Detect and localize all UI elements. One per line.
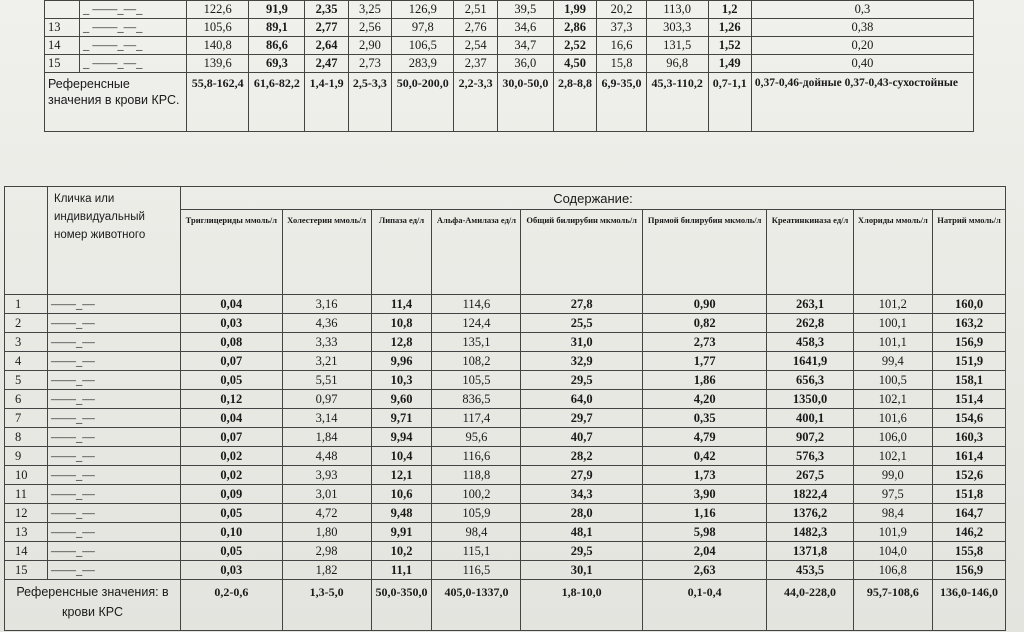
table-cell: 114,6 [432, 295, 521, 314]
table-cell: 139,6 [187, 55, 249, 73]
table-cell: 105,6 [187, 19, 249, 37]
animal-id: ——_— [48, 371, 181, 390]
table-cell: 0,12 [181, 390, 283, 409]
table-cell: 1,52 [708, 37, 751, 55]
table-cell: 1,84 [282, 428, 371, 447]
table-cell: 9,48 [371, 504, 432, 523]
table-cell: 32,9 [521, 352, 642, 371]
table-row [5, 333, 1006, 352]
table-cell: 267,5 [767, 466, 853, 485]
column-header: Триглицериды ммоль/л [181, 210, 283, 295]
table-cell: 25,5 [521, 314, 642, 333]
table-row [5, 447, 1006, 466]
row-number: 13 [5, 523, 48, 542]
table-cell: 0,35 [642, 409, 767, 428]
table-cell: 0,97 [282, 390, 371, 409]
table-cell: 4,48 [282, 447, 371, 466]
table-cell: 0,05 [181, 371, 283, 390]
table-cell: 3,16 [282, 295, 371, 314]
table-cell: 96,8 [646, 55, 708, 73]
row-number: 3 [5, 333, 48, 352]
table-cell: 131,5 [646, 37, 708, 55]
column-header: Альфа-Амилаза ед/л [432, 210, 521, 295]
animal-id: ——_— [48, 295, 181, 314]
row-number: 9 [5, 447, 48, 466]
row-number: 13 [45, 19, 80, 37]
table-cell: 152,6 [933, 466, 1006, 485]
animal-id: ——_— [48, 314, 181, 333]
table-cell: 135,1 [432, 333, 521, 352]
table-cell: 160,0 [933, 295, 1006, 314]
table-row [5, 504, 1006, 523]
table-cell: 10,8 [371, 314, 432, 333]
table-cell: 34,3 [521, 485, 642, 504]
table-cell: 0,3 [751, 1, 973, 19]
animal-id: ——_— [48, 352, 181, 371]
table-row [45, 55, 974, 73]
table-cell: 0,40 [751, 55, 973, 73]
reference-value: 405,0-1337,0 [432, 580, 521, 631]
table-row [5, 295, 1006, 314]
table-cell: 34,7 [497, 37, 553, 55]
table-cell: 400,1 [767, 409, 853, 428]
table-cell: 106,0 [853, 428, 932, 447]
table-cell: 0,05 [181, 542, 283, 561]
table-cell: 34,6 [497, 19, 553, 37]
table-cell: 0,03 [181, 561, 283, 580]
table-cell: 10,2 [371, 542, 432, 561]
table-cell: 4,20 [642, 390, 767, 409]
table-cell: 2,73 [642, 333, 767, 352]
row-number: 5 [5, 371, 48, 390]
animal-id: ——_— [48, 485, 181, 504]
content-group-header: Содержание: [181, 187, 1006, 210]
table-cell: 101,1 [853, 333, 932, 352]
row-number: 6 [5, 390, 48, 409]
table-cell: 28,0 [521, 504, 642, 523]
table-cell: 458,3 [767, 333, 853, 352]
table-cell: 151,9 [933, 352, 1006, 371]
table-cell: 36,0 [497, 55, 553, 73]
table-cell: 0,09 [181, 485, 283, 504]
animal-id: ——_— [48, 428, 181, 447]
row-number: 10 [5, 466, 48, 485]
table-cell: 113,0 [646, 1, 708, 19]
table-cell: 1376,2 [767, 504, 853, 523]
column-header: Натрий ммоль/л [933, 210, 1006, 295]
table-cell: 160,3 [933, 428, 1006, 447]
table-cell: 1,26 [708, 19, 751, 37]
table-cell: 156,9 [933, 333, 1006, 352]
table-cell: 4,72 [282, 504, 371, 523]
table-cell: 116,6 [432, 447, 521, 466]
table-cell: 0,04 [181, 295, 283, 314]
table-cell: 101,9 [853, 523, 932, 542]
column-header: Липаза ед/л [371, 210, 432, 295]
table-cell: 1,77 [642, 352, 767, 371]
reference-label: Референсные значения в крови КРС. [45, 73, 187, 132]
table-cell: 97,8 [392, 19, 454, 37]
table-cell: 9,60 [371, 390, 432, 409]
table-cell: 118,8 [432, 466, 521, 485]
table-cell: 0,20 [751, 37, 973, 55]
table-cell: 15,8 [597, 55, 647, 73]
table-cell: 158,1 [933, 371, 1006, 390]
table-cell: 9,71 [371, 409, 432, 428]
table-cell: 0,02 [181, 466, 283, 485]
table-cell: 97,5 [853, 485, 932, 504]
table-cell: 2,52 [553, 37, 596, 55]
table-cell: 100,1 [853, 314, 932, 333]
table-cell: 163,2 [933, 314, 1006, 333]
table-cell: 1641,9 [767, 352, 853, 371]
table-cell: 3,21 [282, 352, 371, 371]
lower-results-table [4, 186, 1006, 631]
table-cell: 105,9 [432, 504, 521, 523]
table-cell: 1,99 [553, 1, 596, 19]
animal-id: ——_— [48, 523, 181, 542]
reference-value: 50,0-200,0 [392, 73, 454, 132]
animal-id: ——_— [48, 561, 181, 580]
table-cell: 101,2 [853, 295, 932, 314]
table-cell: 102,1 [853, 390, 932, 409]
table-cell: 2,86 [553, 19, 596, 37]
table-cell: 106,8 [853, 561, 932, 580]
table-cell: 16,6 [597, 37, 647, 55]
reference-row [5, 580, 1006, 631]
animal-id: _ ——_—_ [80, 37, 187, 55]
reference-value: 50,0-350,0 [371, 580, 432, 631]
table-cell: 9,96 [371, 352, 432, 371]
reference-value: 1,3-5,0 [282, 580, 371, 631]
animal-id: _ ——_—_ [80, 19, 187, 37]
table-row [5, 371, 1006, 390]
animal-id: ——_— [48, 447, 181, 466]
table-cell: 98,4 [432, 523, 521, 542]
table-row [5, 390, 1006, 409]
table-row [5, 542, 1006, 561]
table-cell: 117,4 [432, 409, 521, 428]
table-cell: 3,33 [282, 333, 371, 352]
animal-id: _ ——_—_ [80, 55, 187, 73]
table-cell: 1,2 [708, 1, 751, 19]
table-cell: 263,1 [767, 295, 853, 314]
table-cell: 1,86 [642, 371, 767, 390]
column-header: Прямой билирубин мкмоль/л [642, 210, 767, 295]
column-header: Хлориды ммоль/л [853, 210, 932, 295]
table-cell: 4,79 [642, 428, 767, 447]
table-cell: 48,1 [521, 523, 642, 542]
table-cell: 2,54 [454, 37, 497, 55]
table-cell: 0,02 [181, 447, 283, 466]
nickname-header: Кличка или индивидуальный номер животного [48, 187, 181, 295]
table-cell: 104,0 [853, 542, 932, 561]
row-number: 7 [5, 409, 48, 428]
table-row [5, 409, 1006, 428]
reference-value: 136,0-146,0 [933, 580, 1006, 631]
table-cell: 2,37 [454, 55, 497, 73]
table-cell: 2,04 [642, 542, 767, 561]
table-cell: 11,4 [371, 295, 432, 314]
table-cell: 3,01 [282, 485, 371, 504]
table-cell: 115,1 [432, 542, 521, 561]
row-number: 8 [5, 428, 48, 447]
table-cell: 98,4 [853, 504, 932, 523]
table-cell: 10,4 [371, 447, 432, 466]
table-cell: 2,77 [305, 19, 348, 37]
index-header [5, 187, 48, 295]
table-cell: 0,03 [181, 314, 283, 333]
table-cell: 100,2 [432, 485, 521, 504]
table-cell: 37,3 [597, 19, 647, 37]
table-cell: 1822,4 [767, 485, 853, 504]
reference-row [45, 73, 974, 132]
table-cell: 156,9 [933, 561, 1006, 580]
table-cell: 106,5 [392, 37, 454, 55]
table-cell: 2,47 [305, 55, 348, 73]
table-cell: 3,14 [282, 409, 371, 428]
row-number: 14 [45, 37, 80, 55]
table-cell: 29,5 [521, 371, 642, 390]
table-cell: 27,8 [521, 295, 642, 314]
reference-value: 6,9-35,0 [597, 73, 647, 132]
reference-value: 2,2-3,3 [454, 73, 497, 132]
table-cell: 2,35 [305, 1, 348, 19]
table-cell: 155,8 [933, 542, 1006, 561]
reference-value: 45,3-110,2 [646, 73, 708, 132]
table-cell: 656,3 [767, 371, 853, 390]
table-cell: 1,82 [282, 561, 371, 580]
animal-id: ——_— [48, 409, 181, 428]
table-cell: 20,2 [597, 1, 647, 19]
table-cell: 39,5 [497, 1, 553, 19]
table-cell: 89,1 [249, 19, 305, 37]
table-cell: 122,6 [187, 1, 249, 19]
row-number: 2 [5, 314, 48, 333]
column-header: Общий билирубин мкмоль/л [521, 210, 642, 295]
table-cell: 0,90 [642, 295, 767, 314]
table-row [45, 37, 974, 55]
table-cell: 99,4 [853, 352, 932, 371]
table-cell: 124,4 [432, 314, 521, 333]
table-cell: 154,6 [933, 409, 1006, 428]
table-cell: 140,8 [187, 37, 249, 55]
table-row [5, 314, 1006, 333]
row-number: 15 [45, 55, 80, 73]
table-cell: 3,25 [348, 1, 391, 19]
table-cell: 1371,8 [767, 542, 853, 561]
table-cell: 64,0 [521, 390, 642, 409]
table-cell: 2,64 [305, 37, 348, 55]
table-cell: 161,4 [933, 447, 1006, 466]
table-cell: 9,94 [371, 428, 432, 447]
reference-value: 1,4-1,9 [305, 73, 348, 132]
table-cell: 30,1 [521, 561, 642, 580]
table-cell: 0,82 [642, 314, 767, 333]
table-cell: 2,63 [642, 561, 767, 580]
reference-value: 30,0-50,0 [497, 73, 553, 132]
table-row [5, 485, 1006, 504]
reference-value: 0,37-0,46-дойные 0,37-0,43-сухостойные [751, 73, 973, 132]
table-cell: 0,38 [751, 19, 973, 37]
reference-value: 44,0-228,0 [767, 580, 853, 631]
table-cell: 27,9 [521, 466, 642, 485]
table-cell: 5,98 [642, 523, 767, 542]
row-number: 15 [5, 561, 48, 580]
reference-value: 95,7-108,6 [853, 580, 932, 631]
table-cell: 0,07 [181, 352, 283, 371]
reference-value: 2,5-3,3 [348, 73, 391, 132]
animal-id: _ ——_—_ [80, 1, 187, 19]
table-cell: 12,1 [371, 466, 432, 485]
column-header: Креатинкиназа ед/л [767, 210, 853, 295]
table-cell: 105,5 [432, 371, 521, 390]
table-cell: 10,6 [371, 485, 432, 504]
table-cell: 151,8 [933, 485, 1006, 504]
reference-label: Референсные значения: в крови КРС [5, 580, 181, 631]
table-cell: 1482,3 [767, 523, 853, 542]
table-cell: 0,10 [181, 523, 283, 542]
table-cell: 262,8 [767, 314, 853, 333]
table-cell: 126,9 [392, 1, 454, 19]
table-cell: 576,3 [767, 447, 853, 466]
table-cell: 2,51 [454, 1, 497, 19]
animal-id: ——_— [48, 542, 181, 561]
table-cell: 9,91 [371, 523, 432, 542]
table-cell: 31,0 [521, 333, 642, 352]
table-row [45, 1, 974, 19]
table-cell: 0,05 [181, 504, 283, 523]
table-cell: 10,3 [371, 371, 432, 390]
table-row [5, 561, 1006, 580]
table-cell: 108,2 [432, 352, 521, 371]
reference-value: 2,8-8,8 [553, 73, 596, 132]
table-cell: 29,7 [521, 409, 642, 428]
row-number: 1 [5, 295, 48, 314]
table-cell: 1350,0 [767, 390, 853, 409]
table-cell: 151,4 [933, 390, 1006, 409]
table-cell: 2,98 [282, 542, 371, 561]
table-cell: 95,6 [432, 428, 521, 447]
table-cell: 116,5 [432, 561, 521, 580]
reference-value: 0,1-0,4 [642, 580, 767, 631]
reference-value: 0,2-0,6 [181, 580, 283, 631]
table-cell: 100,5 [853, 371, 932, 390]
table-cell: 29,5 [521, 542, 642, 561]
table-cell: 5,51 [282, 371, 371, 390]
animal-id: ——_— [48, 466, 181, 485]
row-number: 12 [5, 504, 48, 523]
table-cell: 164,7 [933, 504, 1006, 523]
row-number: 4 [5, 352, 48, 371]
row-number [45, 1, 80, 19]
table-cell: 101,6 [853, 409, 932, 428]
table-cell: 1,73 [642, 466, 767, 485]
table-cell: 2,73 [348, 55, 391, 73]
table-cell: 2,76 [454, 19, 497, 37]
table-row [5, 523, 1006, 542]
table-cell: 453,5 [767, 561, 853, 580]
reference-value: 0,7-1,1 [708, 73, 751, 132]
table-cell: 69,3 [249, 55, 305, 73]
reference-value: 1,8-10,0 [521, 580, 642, 631]
table-cell: 907,2 [767, 428, 853, 447]
upper-results-table [44, 0, 974, 132]
table-cell: 303,3 [646, 19, 708, 37]
table-row [5, 466, 1006, 485]
table-cell: 146,2 [933, 523, 1006, 542]
table-cell: 3,90 [642, 485, 767, 504]
table-cell: 11,1 [371, 561, 432, 580]
table-cell: 91,9 [249, 1, 305, 19]
reference-value: 55,8-162,4 [187, 73, 249, 132]
row-number: 14 [5, 542, 48, 561]
table-cell: 0,07 [181, 428, 283, 447]
animal-id: ——_— [48, 390, 181, 409]
column-header: Холестерин ммоль/л [282, 210, 371, 295]
animal-id: ——_— [48, 504, 181, 523]
table-row [45, 19, 974, 37]
table-cell: 0,04 [181, 409, 283, 428]
table-cell: 4,36 [282, 314, 371, 333]
row-number: 11 [5, 485, 48, 504]
table-cell: 86,6 [249, 37, 305, 55]
table-cell: 283,9 [392, 55, 454, 73]
table-cell: 1,16 [642, 504, 767, 523]
table-cell: 3,93 [282, 466, 371, 485]
table-cell: 102,1 [853, 447, 932, 466]
table-cell: 0,42 [642, 447, 767, 466]
table-cell: 40,7 [521, 428, 642, 447]
animal-id: ——_— [48, 333, 181, 352]
table-cell: 12,8 [371, 333, 432, 352]
table-row [5, 428, 1006, 447]
table-cell: 0,08 [181, 333, 283, 352]
table-cell: 836,5 [432, 390, 521, 409]
table-cell: 1,80 [282, 523, 371, 542]
table-cell: 99,0 [853, 466, 932, 485]
table-row [5, 352, 1006, 371]
table-cell: 28,2 [521, 447, 642, 466]
table-cell: 2,56 [348, 19, 391, 37]
table-cell: 2,90 [348, 37, 391, 55]
table-cell: 4,50 [553, 55, 596, 73]
table-cell: 1,49 [708, 55, 751, 73]
reference-value: 61,6-82,2 [249, 73, 305, 132]
